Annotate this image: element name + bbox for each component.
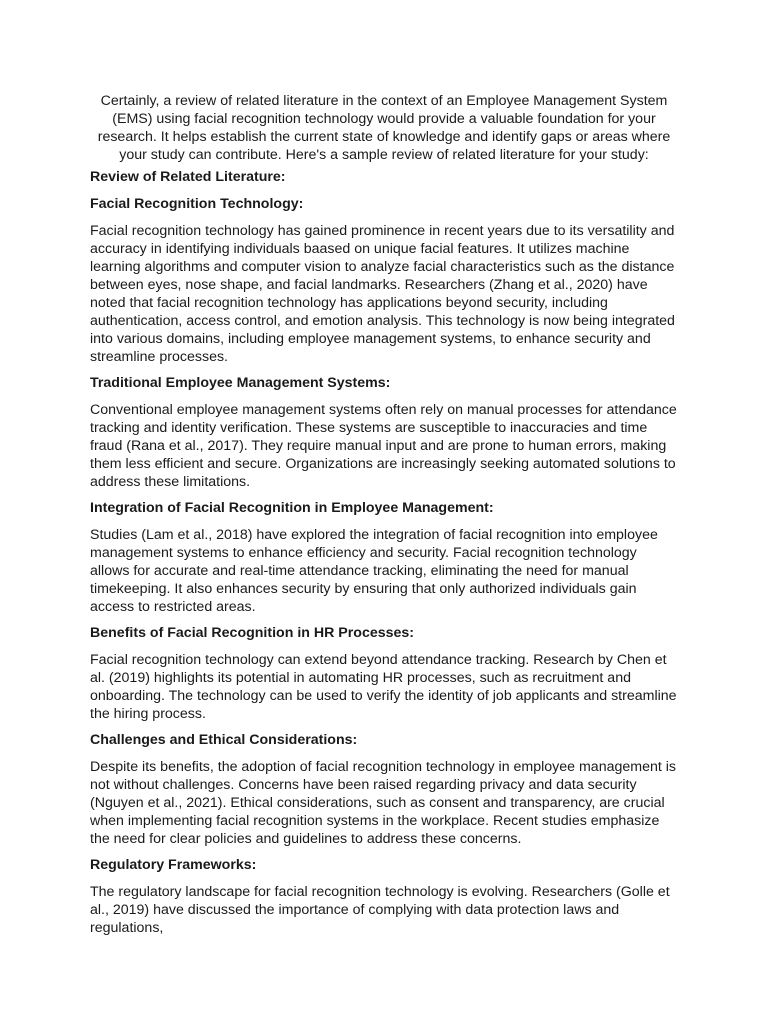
section-facial-recognition-technology <box>90 195 678 366</box>
section-hr-benefits <box>90 624 678 723</box>
section-heading: Facial Recognition Technology: <box>90 196 304 212</box>
section-body: Facial recognition technology has gained prominence in recent years due to its versatility and accuracy in identifying individuals baased on unique facial features. It utilizes machine learning algorithms and computer vision to analyze facial characteristics such as the distance between eyes, nose shape, and facial landmarks. Researchers (Zhang et al., 2020) have noted that facial recognition technology has applications beyond security, including authentication, access control, and emotion analysis. This technology is now being integrated into various domains, including employee management systems, to enhance security and streamline processes. <box>90 223 675 365</box>
section-body: The regulatory landscape for facial recognition technology is evolving. Researchers (Golle et al., 2019) have discussed the importance of complying with data protection laws and regulations, <box>90 884 670 936</box>
intro-paragraph: Certainly, a review of related literature in the context of an Employee Management System (EMS) using facial recognition technology would provide a valuable foundation for your research. It helps establish the current state of knowledge and identify gaps or areas where your study can contribute. Here's a sample review of related literature for your study: <box>97 93 671 163</box>
section-integration <box>90 499 678 616</box>
section-challenges <box>90 731 678 848</box>
section-traditional-ems <box>90 374 678 491</box>
section-heading: Traditional Employee Management Systems: <box>90 375 391 391</box>
main-heading: Review of Related Literature: <box>90 169 286 185</box>
document-page <box>90 92 678 945</box>
section-body: Studies (Lam et al., 2018) have explored the integration of facial recognition into employee management systems to enhance efficiency and security. Facial recognition technology allows for accurate and real-time attendance tracking, eliminating the need for manual timekeeping. It also enhances security by ensuring that only authorized individuals gain access to restricted areas. <box>90 527 658 615</box>
section-heading: Challenges and Ethical Considerations: <box>90 732 358 748</box>
section-heading: Benefits of Facial Recognition in HR Processes: <box>90 625 415 641</box>
section-heading: Regulatory Frameworks: <box>90 857 257 873</box>
section-body: Despite its benefits, the adoption of facial recognition technology in employee management is not without challenges. Concerns have been raised regarding privacy and data security (Nguyen et al., 2021). Ethical considerations, such as consent and transparency, are crucial when implementing facial recognition systems in the workplace. Recent studies emphasize the need for clear policies and guidelines to address these concerns. <box>90 759 676 847</box>
section-regulatory <box>90 856 678 937</box>
section-heading: Integration of Facial Recognition in Employee Management: <box>90 500 494 516</box>
section-body: Conventional employee management systems often rely on manual processes for attendance tracking and identity verification. These systems are susceptible to inaccuracies and time fraud (Rana et al., 2017). They require manual input and are prone to human errors, making them less efficient and secure. Organizations are increasingly seeking automated solutions to address these limitations. <box>90 402 677 490</box>
section-body: Facial recognition technology can extend beyond attendance tracking. Research by Chen et al. (2019) highlights its potential in automating HR processes, such as recruitment and onboarding. The technology can be used to verify the identity of job applicants and streamline the hiring process. <box>90 652 677 722</box>
